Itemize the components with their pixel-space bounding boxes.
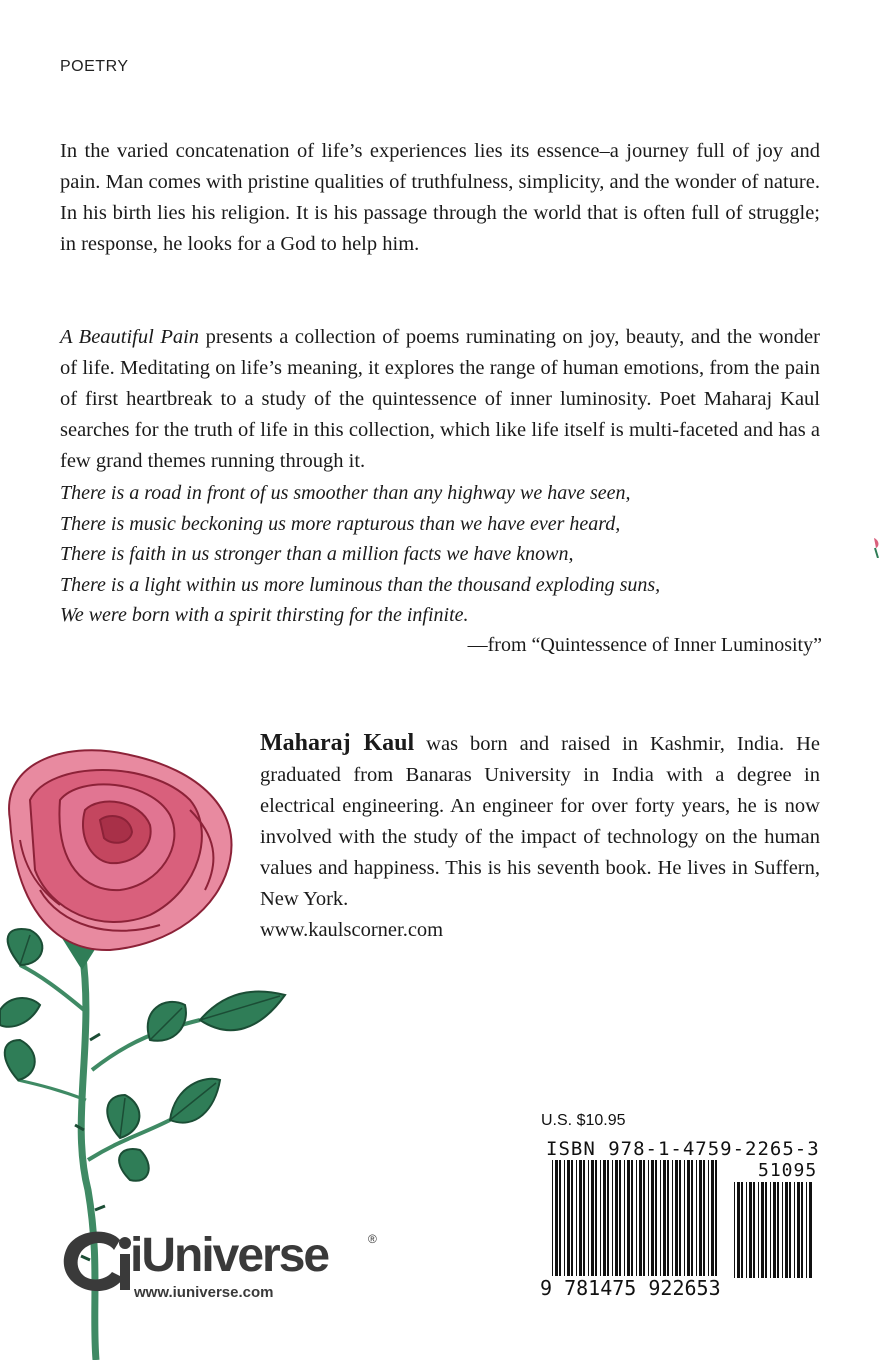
barcode-bar — [660, 1160, 661, 1276]
barcode-bar — [782, 1182, 783, 1278]
barcode-bar — [571, 1160, 573, 1276]
barcode-bar — [703, 1160, 705, 1276]
poem-line: There is music beckoning us more rapturous than we have ever heard, — [60, 512, 621, 535]
barcode-bar — [564, 1160, 565, 1276]
barcode-bar — [806, 1182, 807, 1278]
barcode-bar — [684, 1160, 685, 1276]
author-name: Maharaj Kaul — [260, 730, 415, 756]
barcode-bar — [785, 1182, 788, 1278]
barcode-bar — [555, 1160, 558, 1276]
barcode-bar — [737, 1182, 740, 1278]
barcode-bar — [773, 1182, 776, 1278]
price-label: U.S. $10.95 — [541, 1112, 626, 1129]
barcode-bar — [591, 1160, 594, 1276]
iuniverse-logo-icon — [58, 1226, 138, 1296]
registered-mark: ® — [368, 1232, 377, 1246]
barcode-bar — [761, 1182, 764, 1278]
barcode-bar — [663, 1160, 666, 1276]
barcode-bar — [636, 1160, 637, 1276]
publisher-block — [58, 1226, 388, 1306]
author-bio-text: was born and raised in Kashmir, India. He graduated from Banaras University in India with a degree in electrical engineering. An engineer for over forty years, he is now involved with the study of the impact of technology on the human values and happiness. This is his seventh book. He lives in Suffern, New York. — [260, 733, 820, 910]
ean-digits: 9 781475 922653 — [540, 1276, 721, 1300]
barcode-bar — [741, 1182, 743, 1278]
barcode-bar — [753, 1182, 755, 1278]
blurb-paragraph-1: In the varied concatenation of life’s experiences lies its essence–a journey full of joy and pain. Man comes with pristine qualities of truthfulness, simplicity, and the wonder of nature. In his birth lies his religion. It is his passage through the world that is often full of struggle; in response, he looks for a God to help him. — [60, 140, 820, 255]
barcode-bar — [595, 1160, 597, 1276]
barcode-bar — [615, 1160, 618, 1276]
barcode-bar — [758, 1182, 759, 1278]
barcode-bar — [619, 1160, 621, 1276]
blurb-paragraph-2 — [60, 322, 820, 477]
barcode-bar — [607, 1160, 609, 1276]
barcode-bar — [643, 1160, 645, 1276]
barcode-bar — [809, 1182, 812, 1278]
barcode-bar — [696, 1160, 697, 1276]
barcode-bar — [734, 1182, 735, 1278]
isbn-barcode — [552, 1160, 720, 1276]
barcode-bar — [603, 1160, 606, 1276]
blurb-paragraph-2-text: presents a collection of poems ruminating on joy, beauty, and the wonder of life. Meditating on life’s meaning, it explores the range of human emotions, from the pain of first heartbreak to a study of the quintessence of inner luminosity. Poet Maharaj Kaul searches for the truth of life in this collection, which like life itself is multi-faceted and has a few grand themes running through it. — [60, 326, 820, 472]
barcode-bar — [801, 1182, 803, 1278]
barcode-bar — [699, 1160, 702, 1276]
barcode-bar — [711, 1160, 714, 1276]
barcode-bar — [627, 1160, 630, 1276]
barcode-bar — [667, 1160, 669, 1276]
barcode-bar — [579, 1160, 582, 1276]
barcode-bar — [624, 1160, 625, 1276]
price-addon-digits: 51095 — [758, 1160, 818, 1181]
barcode-bar — [715, 1160, 717, 1276]
poem-excerpt — [60, 478, 840, 631]
author-bio — [260, 728, 820, 946]
barcode-bar — [559, 1160, 561, 1276]
barcode-bar — [687, 1160, 690, 1276]
poem-line: We were born with a spirit thirsting for the infinite. — [60, 604, 469, 626]
barcode-bar — [749, 1182, 752, 1278]
barcode-bar — [588, 1160, 589, 1276]
leaf-icon — [0, 929, 285, 1181]
barcode-bar — [675, 1160, 678, 1276]
barcode-bar — [567, 1160, 570, 1276]
price-barcode — [734, 1182, 812, 1278]
barcode-bar — [679, 1160, 681, 1276]
barcode-bar — [612, 1160, 613, 1276]
publisher-url[interactable]: www.iuniverse.com — [134, 1284, 274, 1301]
author-website: www.kaulscorner.com — [260, 919, 444, 941]
barcode-bar — [672, 1160, 673, 1276]
barcode-bar — [655, 1160, 657, 1276]
poem-line: There is faith in us stronger than a million facts we have known, — [60, 543, 574, 565]
barcode-bar — [583, 1160, 585, 1276]
poem-attribution: —from “Quintessence of Inner Luminosity” — [467, 634, 822, 656]
barcode-bar — [777, 1182, 779, 1278]
barcode-bar — [600, 1160, 601, 1276]
barcode-bar — [708, 1160, 709, 1276]
barcode-bar — [789, 1182, 791, 1278]
publisher-name: iUniverse — [130, 1229, 329, 1282]
book-title: A Beautiful Pain — [60, 326, 200, 348]
barcode-bar — [794, 1182, 795, 1278]
isbn-label: ISBN 978-1-4759-2265-3 — [546, 1138, 820, 1160]
barcode-bar — [639, 1160, 642, 1276]
barcode-bar — [651, 1160, 654, 1276]
barcode-bar — [576, 1160, 577, 1276]
barcode-bar — [648, 1160, 649, 1276]
barcode-bar — [631, 1160, 633, 1276]
barcode-bar — [691, 1160, 693, 1276]
barcode-bar — [770, 1182, 771, 1278]
rose-bloom — [9, 750, 231, 950]
barcode-bar — [797, 1182, 800, 1278]
barcode-bar — [746, 1182, 747, 1278]
barcode-bar — [765, 1182, 767, 1278]
genre-label: POETRY — [60, 58, 129, 75]
edge-flower-icon — [874, 536, 880, 558]
barcode-bar — [552, 1160, 553, 1276]
poem-line: There is a light within us more luminous than the thousand exploding suns, — [60, 573, 661, 596]
poem-line: There is a road in front of us smoother than any highway we have seen, — [60, 482, 631, 504]
